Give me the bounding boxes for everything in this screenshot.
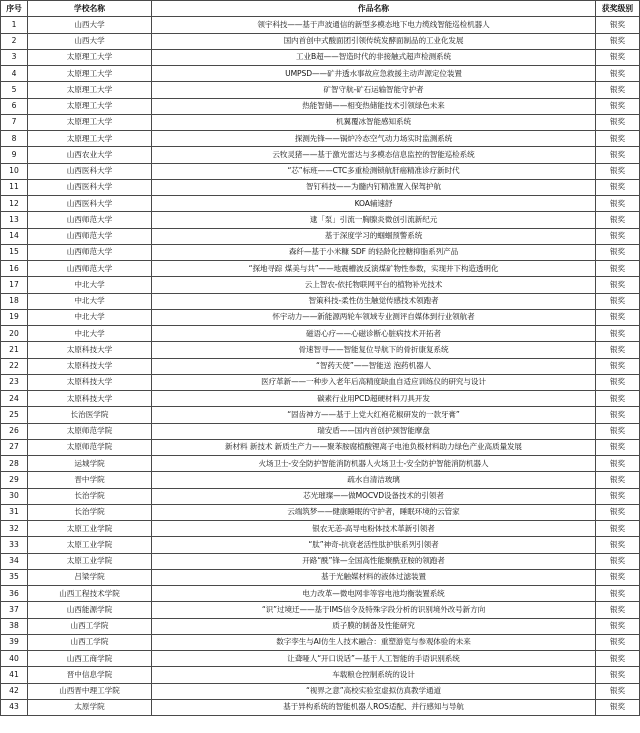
cell-level: 银奖 [596,98,640,114]
table-row [1,683,640,699]
table-row [1,261,640,277]
cell-no: 41 [1,667,28,683]
cell-work: “识”过境迁——基于IMS信令及特殊字段分析的识别境外改号新方向 [152,602,596,618]
cell-work: 开路“酰”锋—全国高性能聚酰亚胺的领跑者 [152,553,596,569]
table-row [1,553,640,569]
cell-work: 云端筑梦——健康睡眠的守护者，睡眠环境的云管家 [152,504,596,520]
table-row [1,667,640,683]
cell-school: 太原理工大学 [28,131,152,147]
cell-level: 银奖 [596,618,640,634]
cell-work: “探地寻踪 煤美与共”——地震槽波反演煤矿物性参数，实现井下构造透明化 [152,261,596,277]
cell-work: 数字孪生与AI仿生人技术融合：重塑游览与参观体验的未来 [152,634,596,650]
cell-school: 吕梁学院 [28,569,152,585]
cell-no: 27 [1,439,28,455]
cell-work: 骨速智寻——智能复位导航下的骨折康复系统 [152,342,596,358]
header-level: 获奖级别 [596,1,640,17]
cell-school: 晋中学院 [28,472,152,488]
table-row [1,634,640,650]
cell-no: 18 [1,293,28,309]
cell-no: 21 [1,342,28,358]
cell-level: 银奖 [596,667,640,683]
cell-school: 山西师范大学 [28,228,152,244]
cell-level: 银奖 [596,504,640,520]
cell-work: “视界之意”高校实验室虚拟仿真教学通道 [152,683,596,699]
table-row [1,244,640,260]
cell-school: 太原科技大学 [28,358,152,374]
cell-work: 矿智守航-矿石运输智能守护者 [152,82,596,98]
table-row [1,618,640,634]
cell-work: 热能智储——相变热储能技术引领绿色未来 [152,98,596,114]
cell-level: 银奖 [596,407,640,423]
cell-school: 山西工程技术学院 [28,586,152,602]
cell-school: 长治学院 [28,504,152,520]
cell-no: 20 [1,326,28,342]
cell-level: 银奖 [596,586,640,602]
table-row [1,472,640,488]
cell-work: 电力改革—微电网非等容电池均衡装置系统 [152,586,596,602]
cell-level: 银奖 [596,309,640,325]
table-row [1,212,640,228]
cell-school: 山西能源学院 [28,602,152,618]
cell-no: 42 [1,683,28,699]
cell-work: 机翼覆冰智能感知系统 [152,114,596,130]
cell-level: 银奖 [596,569,640,585]
header-row [1,1,640,17]
cell-school: 太原师范学院 [28,439,152,455]
cell-no: 38 [1,618,28,634]
cell-school: 太原理工大学 [28,114,152,130]
cell-work: 森纤—基于小米糠 SDF 的轻龄化控糖抑脂系列产品 [152,244,596,260]
cell-work: 基于异构系统的智能机器人ROS适配、并行感知与导航 [152,699,596,715]
cell-school: 山西师范大学 [28,244,152,260]
cell-level: 银奖 [596,391,640,407]
table-row [1,488,640,504]
cell-school: 太原理工大学 [28,98,152,114]
cell-level: 银奖 [596,472,640,488]
cell-work: 银农无恙-高导电粉体技术革新引领者 [152,521,596,537]
table-row [1,131,640,147]
table-row [1,277,640,293]
table-row [1,98,640,114]
cell-no: 29 [1,472,28,488]
cell-work: 探测先锋——锅炉冷态空气动力场实时监测系统 [152,131,596,147]
cell-work: “肽”神奇-抗衰老活性肽护肤系列引领者 [152,537,596,553]
cell-school: 山西大学 [28,17,152,33]
cell-school: 太原科技大学 [28,342,152,358]
cell-work: 智钉科技——为髓内钉精准置入保驾护航 [152,179,596,195]
cell-school: 太原科技大学 [28,374,152,390]
table-row [1,147,640,163]
cell-level: 银奖 [596,82,640,98]
cell-no: 30 [1,488,28,504]
cell-level: 银奖 [596,66,640,82]
table-row [1,82,640,98]
cell-school: 晋中信息学院 [28,667,152,683]
cell-work: 领宇科技——基于声波通信的新型多模态地下电力缆线智能巡检机器人 [152,17,596,33]
table-row [1,114,640,130]
table-row [1,569,640,585]
table-row [1,602,640,618]
cell-no: 9 [1,147,28,163]
cell-work: 让聋哑人“开口说话”—基于人工智能的手语识别系统 [152,651,596,667]
cell-no: 43 [1,699,28,715]
cell-no: 12 [1,196,28,212]
cell-level: 银奖 [596,602,640,618]
table-row [1,33,640,49]
cell-level: 银奖 [596,179,640,195]
cell-school: 太原理工大学 [28,66,152,82]
cell-no: 32 [1,521,28,537]
cell-work: 医疗革新——一种步入老年后高精度缺血自适应训练仪的研究与设计 [152,374,596,390]
cell-no: 34 [1,553,28,569]
table-row [1,342,640,358]
cell-work: 瑞安盾——国内首创护颈智能摩盘 [152,423,596,439]
cell-school: 山西医科大学 [28,179,152,195]
cell-school: 山西农业大学 [28,147,152,163]
cell-school: 中北大学 [28,326,152,342]
cell-work: 质子膜的制备及性能研究 [152,618,596,634]
cell-work: 火场卫士-安全防护智能消防机器人火场卫士-安全防护智能消防机器人 [152,456,596,472]
cell-level: 银奖 [596,699,640,715]
cell-level: 银奖 [596,342,640,358]
cell-no: 25 [1,407,28,423]
cell-work: 工业B超——智造时代的非接触式超声检测系统 [152,49,596,65]
cell-no: 1 [1,17,28,33]
table-row [1,699,640,715]
cell-level: 银奖 [596,228,640,244]
table-row [1,179,640,195]
table-row [1,651,640,667]
cell-level: 银奖 [596,293,640,309]
cell-school: 太原工业学院 [28,537,152,553]
table-row [1,17,640,33]
cell-level: 银奖 [596,683,640,699]
cell-work: 基于光触媒材料的液体过滤装置 [152,569,596,585]
cell-level: 银奖 [596,261,640,277]
cell-no: 35 [1,569,28,585]
cell-no: 24 [1,391,28,407]
table-row [1,228,640,244]
table-row [1,293,640,309]
cell-school: 山西晋中理工学院 [28,683,152,699]
cell-no: 19 [1,309,28,325]
table-row [1,374,640,390]
cell-no: 26 [1,423,28,439]
cell-level: 银奖 [596,374,640,390]
cell-school: 太原理工大学 [28,49,152,65]
cell-level: 银奖 [596,196,640,212]
cell-school: 太原师范学院 [28,423,152,439]
cell-school: 太原工业学院 [28,553,152,569]
cell-school: 太原科技大学 [28,391,152,407]
cell-no: 22 [1,358,28,374]
cell-no: 37 [1,602,28,618]
cell-school: 运城学院 [28,456,152,472]
cell-school: 中北大学 [28,309,152,325]
cell-school: 山西医科大学 [28,163,152,179]
cell-level: 银奖 [596,17,640,33]
table-row [1,391,640,407]
table-row [1,326,640,342]
cell-level: 银奖 [596,456,640,472]
cell-school: 中北大学 [28,293,152,309]
cell-work: 云牧灵猪——基于激光雷达与多模态信息监控的智能巡检系统 [152,147,596,163]
cell-level: 银奖 [596,423,640,439]
cell-work: 新材料 新技术 新质生产力——聚苯胺腐植酸锂离子电池负极材料助力绿色产业高质量发展 [152,439,596,455]
cell-school: 山西工商学院 [28,651,152,667]
cell-level: 银奖 [596,439,640,455]
cell-no: 4 [1,66,28,82]
cell-level: 银奖 [596,651,640,667]
cell-no: 36 [1,586,28,602]
cell-work: 国内首创中式酸面团引领传统发酵面制品的工业化发展 [152,33,596,49]
cell-level: 银奖 [596,326,640,342]
cell-level: 银奖 [596,244,640,260]
cell-school: 山西医科大学 [28,196,152,212]
cell-level: 银奖 [596,277,640,293]
cell-school: 太原学院 [28,699,152,715]
table-row [1,358,640,374]
cell-school: 太原理工大学 [28,82,152,98]
cell-work: 智策科技-柔性仿生触觉传感技术领跑者 [152,293,596,309]
cell-level: 银奖 [596,634,640,650]
cell-no: 23 [1,374,28,390]
cell-no: 2 [1,33,28,49]
cell-school: 山西工学院 [28,634,152,650]
cell-no: 5 [1,82,28,98]
table-row [1,456,640,472]
cell-work: 车载粮仓控制系统的设计 [152,667,596,683]
cell-no: 3 [1,49,28,65]
cell-work: 云上智农-依托物联网平台的植物补光技术 [152,277,596,293]
cell-level: 银奖 [596,212,640,228]
cell-no: 15 [1,244,28,260]
table-row [1,537,640,553]
table-row [1,49,640,65]
cell-no: 7 [1,114,28,130]
cell-work: 疏水自清洁玻璃 [152,472,596,488]
cell-work: KOA辅速舒 [152,196,596,212]
cell-level: 银奖 [596,358,640,374]
cell-school: 山西师范大学 [28,212,152,228]
cell-work: 基于深度学习的蝈蝈预警系统 [152,228,596,244]
table-row [1,521,640,537]
cell-no: 31 [1,504,28,520]
cell-no: 14 [1,228,28,244]
cell-no: 40 [1,651,28,667]
cell-level: 银奖 [596,521,640,537]
cell-work: 磁语心疗——心磁诊断心脏病技术开拓者 [152,326,596,342]
cell-no: 13 [1,212,28,228]
cell-school: 山西工学院 [28,618,152,634]
cell-school: 山西大学 [28,33,152,49]
cell-level: 银奖 [596,114,640,130]
cell-work: “固齿神方——基于上党大红袍花椒研发的一款牙膏” [152,407,596,423]
cell-no: 39 [1,634,28,650]
table-row [1,423,640,439]
header-work: 作品名称 [152,1,596,17]
cell-school: 中北大学 [28,277,152,293]
cell-no: 28 [1,456,28,472]
cell-level: 银奖 [596,131,640,147]
cell-work: 逮「泵」引流一胸腺炎微创引流新纪元 [152,212,596,228]
cell-level: 银奖 [596,488,640,504]
table-row [1,586,640,602]
cell-work: “智药天使”——智能送 泡药机器人 [152,358,596,374]
cell-no: 17 [1,277,28,293]
table-row [1,66,640,82]
cell-work: 碳素行业用PCD超硬材料刀具开发 [152,391,596,407]
table-row [1,504,640,520]
cell-no: 10 [1,163,28,179]
cell-level: 银奖 [596,147,640,163]
cell-work: 芯光璀璨——做MOCVD设备技术的引领者 [152,488,596,504]
cell-level: 银奖 [596,537,640,553]
cell-work: 怀宇动力——新能源两轮车领域专业测评自媒体到行业领航者 [152,309,596,325]
table-row [1,163,640,179]
header-no: 序号 [1,1,28,17]
cell-no: 16 [1,261,28,277]
cell-no: 8 [1,131,28,147]
table-row [1,407,640,423]
cell-school: 长治医学院 [28,407,152,423]
table-row [1,196,640,212]
table-row [1,439,640,455]
cell-no: 11 [1,179,28,195]
cell-level: 银奖 [596,49,640,65]
cell-school: 太原工业学院 [28,521,152,537]
cell-level: 银奖 [596,553,640,569]
table-row [1,309,640,325]
cell-school: 长治学院 [28,488,152,504]
cell-level: 银奖 [596,163,640,179]
cell-work: “芯”标班——CTC多重检测锁航肝癌精准诊疗新时代 [152,163,596,179]
cell-level: 银奖 [596,33,640,49]
cell-no: 6 [1,98,28,114]
cell-school: 山西师范大学 [28,261,152,277]
header-school: 学校名称 [28,1,152,17]
cell-work: UMPSD——矿井透水事故应急救援主动声源定位装置 [152,66,596,82]
cell-no: 33 [1,537,28,553]
